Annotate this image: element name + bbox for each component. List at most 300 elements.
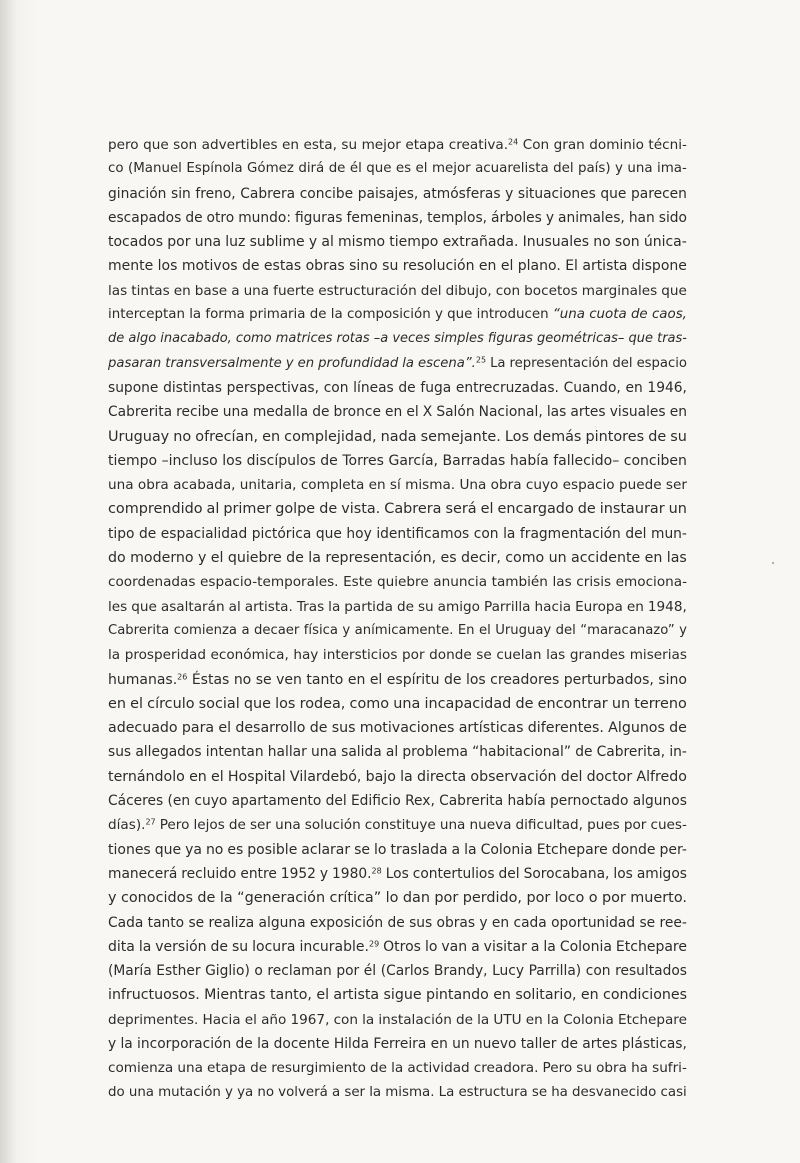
word-text: distintas — [163, 379, 222, 396]
word — [652, 1056, 687, 1080]
word-text: La — [438, 1084, 455, 1100]
word-text: discípulos — [246, 452, 316, 469]
word — [108, 935, 135, 959]
word-text: geométricas– — [537, 331, 625, 347]
word-text: por — [623, 817, 647, 834]
word — [433, 570, 487, 594]
word — [637, 352, 687, 376]
word — [108, 400, 172, 424]
word — [423, 182, 501, 206]
word — [440, 813, 466, 837]
word — [470, 765, 556, 789]
word — [383, 935, 421, 959]
word-text: Pero — [159, 817, 190, 834]
word — [171, 182, 191, 206]
word-text: árboles — [491, 209, 542, 226]
word-text: obra — [596, 1060, 627, 1077]
word — [227, 838, 243, 862]
word — [334, 1008, 358, 1032]
word-text: un — [611, 695, 631, 712]
word-text: crisis — [576, 574, 612, 591]
word-text: mismo — [338, 234, 386, 251]
word-text: Cabrera — [384, 501, 442, 518]
word — [342, 449, 384, 473]
word-text: Pero — [542, 1060, 573, 1077]
word-text: motivos — [181, 258, 238, 275]
word-text: de — [560, 1035, 578, 1052]
word-text: que — [131, 598, 157, 615]
word — [274, 1032, 330, 1056]
word — [374, 838, 386, 862]
word-text: solitario, — [515, 987, 577, 1004]
word-text: perspectivas, — [226, 379, 319, 396]
word-text: han — [628, 209, 655, 226]
word-text: nuevo — [473, 1035, 517, 1052]
word — [318, 279, 417, 303]
word-text: del — [420, 282, 442, 299]
word-text: su — [576, 1060, 592, 1077]
word-text: les — [108, 598, 128, 615]
word-text: estructuración — [318, 282, 417, 299]
word-text: freno, — [195, 185, 236, 202]
word-text: Colonia — [480, 841, 533, 858]
word-text: miserias — [629, 647, 687, 664]
word-text: Cada — [108, 914, 144, 931]
word-text: es — [395, 161, 412, 177]
word — [365, 813, 436, 837]
word-text: que — [143, 137, 169, 153]
word-text: ofrecían, — [195, 428, 259, 445]
word — [342, 619, 350, 643]
word-text: del — [625, 525, 647, 542]
word-text: del — [555, 622, 576, 638]
word — [474, 1032, 517, 1056]
word-text: se — [476, 647, 492, 664]
word-text: es — [227, 841, 244, 858]
word-text: incorporación — [137, 1035, 232, 1052]
word — [223, 400, 249, 424]
word-text: apartamento — [231, 793, 322, 810]
word-text: primer — [223, 501, 272, 518]
word-text: y — [615, 161, 623, 177]
word — [156, 959, 200, 983]
word-text: a — [241, 622, 250, 638]
word — [209, 911, 255, 935]
word — [398, 376, 415, 400]
word-text: Lucy — [492, 963, 525, 980]
word — [625, 376, 642, 400]
word-text: sufri- — [652, 1060, 687, 1077]
word-text: tiones — [108, 841, 151, 858]
word-text: “maracanazo” — [580, 622, 675, 638]
word — [108, 862, 177, 886]
text-line — [108, 765, 687, 789]
word — [108, 668, 187, 692]
word — [108, 838, 151, 862]
word — [108, 1032, 116, 1056]
word-text: la — [219, 890, 233, 907]
word-text: hay — [293, 647, 319, 664]
word-text: etapa — [207, 1060, 246, 1077]
footnote-marker: 27 — [145, 817, 156, 827]
word-text: Brandy, — [433, 963, 488, 980]
word — [616, 570, 687, 594]
footnote-marker: 25 — [475, 355, 487, 365]
word — [443, 449, 506, 473]
word — [459, 716, 524, 740]
word — [446, 497, 477, 521]
text-line — [108, 1032, 687, 1056]
word-text: había — [509, 452, 549, 469]
word-text: de — [250, 1060, 268, 1077]
word-text: por — [601, 890, 626, 907]
word-text: la — [330, 307, 343, 323]
word — [323, 643, 398, 667]
word-text: en — [368, 477, 386, 494]
word — [661, 279, 687, 303]
word-text: al — [385, 744, 399, 761]
word — [669, 740, 687, 764]
word-text: Parrilla) — [528, 963, 582, 980]
word-text: misma. — [385, 1084, 435, 1100]
word-text: de — [139, 525, 157, 542]
word — [619, 473, 662, 497]
word-text: la — [391, 1060, 404, 1077]
word — [259, 911, 306, 935]
text-line — [108, 619, 687, 643]
word — [244, 692, 271, 716]
word-text: una — [222, 404, 249, 421]
word — [657, 327, 687, 351]
word-text: instalación — [378, 1011, 452, 1028]
word — [249, 303, 305, 327]
word — [349, 254, 378, 278]
word-text: Barradas — [442, 452, 506, 469]
word — [631, 1056, 648, 1080]
word — [600, 497, 665, 521]
word — [173, 473, 235, 497]
word-text: una — [393, 695, 421, 712]
word — [426, 983, 489, 1007]
word-text: van — [441, 938, 468, 955]
word — [670, 425, 687, 449]
word — [128, 157, 182, 181]
word-text: el — [210, 768, 224, 785]
word — [240, 182, 295, 206]
word-text: veces — [392, 331, 430, 347]
word-text: Colonia — [559, 938, 612, 955]
word — [185, 838, 202, 862]
text-line — [108, 133, 687, 157]
word — [469, 813, 511, 837]
word — [177, 1056, 203, 1080]
word — [551, 911, 635, 935]
word-text: escena”. — [418, 355, 476, 371]
word-text: sino — [658, 671, 687, 688]
word-text: directa — [416, 768, 467, 785]
word — [186, 157, 242, 181]
word — [355, 619, 454, 643]
word — [270, 983, 312, 1007]
word-text: social — [198, 695, 240, 712]
word-text: un — [668, 501, 687, 518]
text-line — [108, 983, 687, 1007]
word-text: al — [228, 598, 241, 615]
word — [587, 813, 620, 837]
word-text: Europa — [575, 598, 623, 615]
word-text: de — [319, 501, 338, 518]
word — [108, 449, 157, 473]
word — [377, 570, 429, 594]
word — [108, 425, 169, 449]
word — [612, 692, 630, 716]
word-text: el — [480, 501, 494, 518]
word-text: al — [206, 501, 220, 518]
word — [597, 740, 665, 764]
word — [308, 546, 321, 570]
word-text: a — [471, 938, 480, 955]
word — [658, 668, 687, 692]
word-text: escapados — [108, 209, 182, 226]
word-text: Espínola — [186, 161, 243, 177]
word — [434, 959, 488, 983]
word — [402, 643, 425, 667]
text-line — [108, 668, 687, 692]
word-text: con — [585, 963, 611, 980]
word-text: de — [515, 695, 534, 712]
word-text: en — [644, 550, 663, 567]
word — [351, 789, 401, 813]
word-text: identificamos — [376, 525, 470, 542]
word — [587, 765, 633, 789]
word — [148, 911, 184, 935]
word — [139, 935, 151, 959]
word — [558, 206, 625, 230]
word — [644, 230, 687, 254]
text-line — [108, 497, 687, 521]
word-text: espacialidad — [160, 525, 248, 542]
word — [125, 643, 206, 667]
word-text: dita — [108, 938, 135, 955]
word — [353, 376, 394, 400]
text-line — [108, 838, 687, 862]
word — [108, 643, 120, 667]
word — [463, 886, 522, 910]
word-text: crítica” — [329, 890, 382, 907]
word-text: artista — [333, 987, 380, 1004]
text-line — [108, 789, 687, 813]
text-line — [108, 254, 687, 278]
word-text: y — [308, 234, 318, 251]
word-text: amigo — [437, 598, 480, 615]
word-text: y — [319, 865, 329, 882]
word-text: matrices — [275, 331, 333, 347]
word — [147, 692, 194, 716]
word — [162, 449, 218, 473]
word-text: y — [285, 355, 294, 371]
word — [160, 327, 232, 351]
word-text: que — [315, 525, 342, 542]
word — [382, 254, 398, 278]
word-text: acuarelista — [475, 161, 549, 177]
word — [631, 303, 648, 327]
word-text: sí — [389, 477, 401, 494]
word — [364, 959, 376, 983]
word — [275, 813, 301, 837]
word — [200, 570, 338, 594]
word — [503, 522, 515, 546]
word-text: luz — [225, 234, 246, 251]
word-text: incurable. — [299, 938, 369, 955]
word-text: en — [297, 355, 315, 371]
word — [108, 352, 161, 376]
footnote-marker: 26 — [177, 672, 188, 682]
word — [438, 595, 480, 619]
word-text: artes — [582, 1035, 618, 1052]
word — [386, 886, 399, 910]
word-text: la — [369, 1084, 382, 1100]
word — [181, 862, 236, 886]
word — [405, 789, 435, 813]
word-text: intersticios — [322, 647, 398, 664]
word-text: la — [503, 525, 516, 542]
word — [505, 425, 529, 449]
word — [634, 692, 687, 716]
word — [195, 425, 258, 449]
word — [346, 522, 371, 546]
word — [193, 813, 224, 837]
word-text: Uruguay — [108, 428, 170, 445]
word — [332, 1081, 340, 1105]
text-line — [108, 911, 687, 935]
word-text: observación — [470, 768, 557, 785]
word — [204, 983, 265, 1007]
word-text: hoy — [346, 525, 372, 542]
word — [262, 425, 280, 449]
word-text: espacio-temporales. — [200, 574, 339, 591]
word-text: encargado — [497, 501, 574, 518]
page-gutter-shadow — [0, 0, 18, 1163]
word — [458, 1081, 527, 1105]
word — [163, 376, 222, 400]
word-text: comienza — [173, 622, 237, 638]
word-text: Cuando, — [563, 379, 621, 396]
word — [369, 473, 386, 497]
word-text: incapacidad — [424, 695, 512, 712]
word — [276, 668, 302, 692]
word-text: pasaran — [108, 355, 162, 371]
word — [648, 425, 666, 449]
word — [589, 303, 627, 327]
word — [576, 1056, 592, 1080]
word-text: y — [545, 209, 555, 226]
word-text: los — [222, 452, 243, 469]
word — [580, 619, 674, 643]
word-text: otro — [206, 209, 235, 226]
text-line — [108, 522, 687, 546]
word-text: allegados — [135, 744, 202, 761]
word — [108, 254, 153, 278]
word-text: quiebre — [377, 574, 429, 591]
word-text: pero — [108, 137, 139, 153]
word — [434, 886, 458, 910]
word — [108, 740, 131, 764]
word — [128, 327, 156, 351]
word-text: Rex, — [405, 793, 435, 810]
word — [344, 595, 393, 619]
word-text: en — [478, 258, 497, 275]
word-text: partida — [344, 598, 393, 615]
word-text: caos, — [651, 307, 687, 323]
word — [252, 522, 312, 546]
word-text: ser — [344, 1084, 366, 1100]
word-text: Torres — [342, 452, 384, 469]
word-text: artista — [582, 258, 628, 275]
word-text: dan — [402, 890, 430, 907]
word — [667, 546, 687, 570]
word-text: de — [286, 550, 304, 567]
word-text: Salón — [436, 404, 475, 421]
word — [194, 789, 227, 813]
word — [321, 230, 333, 254]
word — [608, 716, 665, 740]
word — [225, 1081, 233, 1105]
word — [405, 473, 455, 497]
word-text: cuyo — [525, 477, 559, 494]
word-text: de — [328, 161, 346, 177]
word — [121, 886, 193, 910]
word — [304, 619, 338, 643]
word — [477, 1008, 489, 1032]
word-text: es — [440, 550, 457, 567]
word — [459, 473, 486, 497]
word-text: la — [362, 1011, 375, 1028]
word-text: hacia — [534, 598, 572, 615]
word — [195, 182, 235, 206]
word-text: prosperidad — [124, 647, 206, 664]
word-text: Otros — [383, 938, 421, 955]
word — [381, 425, 417, 449]
word — [370, 668, 383, 692]
word-text: (Carlos — [380, 963, 430, 980]
word — [227, 376, 319, 400]
word — [479, 400, 543, 424]
word-text: fuga — [420, 379, 452, 396]
word-text: en — [430, 1035, 448, 1052]
word-text: de — [309, 307, 327, 323]
word — [670, 400, 687, 424]
word — [418, 595, 434, 619]
word-text: ternándolo — [108, 768, 185, 785]
word-text: a — [332, 1084, 341, 1100]
word — [513, 911, 546, 935]
text-line — [108, 570, 687, 594]
word-text: las — [546, 404, 567, 421]
word — [491, 473, 522, 497]
word — [496, 279, 520, 303]
word — [622, 1032, 687, 1056]
word — [176, 400, 219, 424]
word-text: de — [398, 379, 416, 396]
word — [358, 182, 419, 206]
word-text: (Manuel — [127, 161, 182, 177]
word — [385, 400, 402, 424]
word-text: femeninas, — [346, 209, 424, 226]
word — [369, 1081, 381, 1105]
word — [537, 327, 624, 351]
word — [443, 230, 519, 254]
word — [402, 352, 414, 376]
